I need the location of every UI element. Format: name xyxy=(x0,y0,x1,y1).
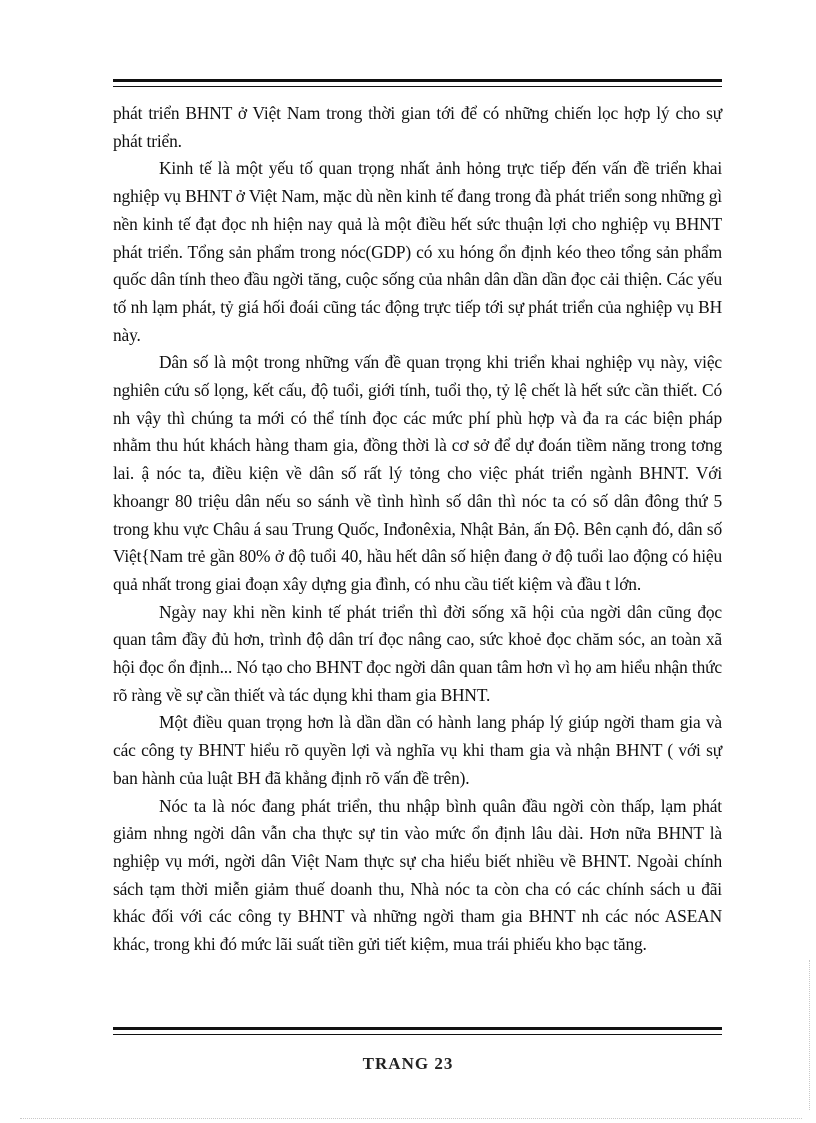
header-rule-thin xyxy=(113,86,722,87)
paragraph-legal: Một điều quan trọng hơn là dần dần có hành lang pháp lý giúp ngời tham gia và các công ty BHNT hiểu rõ quyền lợi và nghĩa vụ khi tham gia và nhận BHNT ( với sự ban hành của luật BH đã khẳng định rõ vấn đề trên). xyxy=(113,712,722,788)
page-edge-dotted-side xyxy=(809,960,810,1110)
document-body xyxy=(113,100,722,959)
footer-rule-thin xyxy=(113,1034,722,1035)
paragraph-policy: Nóc ta là nóc đang phát triển, thu nhập bình quân đầu ngời còn thấp, lạm phát giảm nhng ngời dân vẫn cha thực sự tin vào mức ổn định lâu dài. Hơn nữa BHNT là nghiệp vụ mới, ngời dân Việt Nam thực sự cha hiểu biết nhiều về BHNT. Ngoài chính sách tạm thời miễn giảm thuế doanh thu, Nhà nóc ta còn cha có các chính sách u đãi khác đối với các công ty BHNT và những ngời tham gia BHNT nh các nóc ASEAN khác, trong khi đó mức lãi suất tiền gửi tiết kiệm, mua trái phiếu kho bạc tăng. xyxy=(113,795,722,955)
header-rule-thick xyxy=(113,79,722,82)
footer-rule-thick xyxy=(113,1027,722,1030)
paragraph-population: Dân số là một trong những vấn đề quan trọng khi triển khai nghiệp vụ này, việc nghiên cứu số lọng, kết cấu, độ tuổi, giới tính, tuổi thọ, tỷ lệ chết là hết sức cần thiết. Có nh vậy thì chúng ta mới có thể tính đọc các mức phí phù hợp và đa ra các biện pháp nhằm thu hút khách hàng tham gia, đồng thời là cơ sở để dự đoán tiềm năng trong tơng lai. ậ nóc ta, điều kiện về dân số rất lý tỏng cho việc phát triển ngành BHNT. Với khoangr 80 triệu dân nếu so sánh về tình hình số dân thì nóc ta có số dân đông thứ 5 trong khu vực Châu á sau Trung Quốc, Inđonêxia, Nhật Bản, ấn Độ. Bên cạnh đó, dân số Việt{Nam trẻ gần 80% ở độ tuổi 40, hầu hết dân số hiện đang ở độ tuổi lao động có hiệu quả nhất trong giai đoạn xây dựng gia đình, có nhu cầu tiết kiệm và đầu t lớn. xyxy=(113,352,722,594)
paragraph-economy: Kinh tế là một yếu tố quan trọng nhất ảnh hỏng trực tiếp đến vấn đề triển khai nghiệp vụ BHNT ở Việt Nam, mặc dù nền kinh tế đang trong đà phát triển song những gì nền kinh tế đạt đọc nh hiện nay quả là một điều hết sức thuận lợi cho nghiệp vụ BHNT phát triển. Tổng sản phẩm trong nóc(GDP) có xu hóng ổn định kéo theo tổng sản phẩm quốc dân tính theo đầu ngời tăng, cuộc sống của nhân dân dần dần đọc cải thiện. Các yếu tố nh lạm phát, tỷ giá hối đoái cũng tác động trực tiếp tới sự phát triển của nghiệp vụ BH này. xyxy=(113,158,722,345)
paragraph-society: Ngày nay khi nền kinh tế phát triển thì đời sống xã hội của ngời dân cũng đọc quan tâm đầy đủ hơn, trình độ dân trí đọc nâng cao, sức khoẻ đọc chăm sóc, an toàn xã hội đọc ổn định... Nó tạo cho BHNT đọc ngời dân quan tâm hơn vì họ am hiểu nhận thức rõ ràng về sự cần thiết và tác dụng khi tham gia BHNT. xyxy=(113,601,722,705)
page-edge-dotted xyxy=(20,1118,802,1119)
paragraph-continuation: phát triển BHNT ở Việt Nam trong thời gian tới để có những chiến lọc hợp lý cho sự phát triển. xyxy=(113,103,722,151)
page-number: TRANG 23 xyxy=(362,1054,454,1073)
